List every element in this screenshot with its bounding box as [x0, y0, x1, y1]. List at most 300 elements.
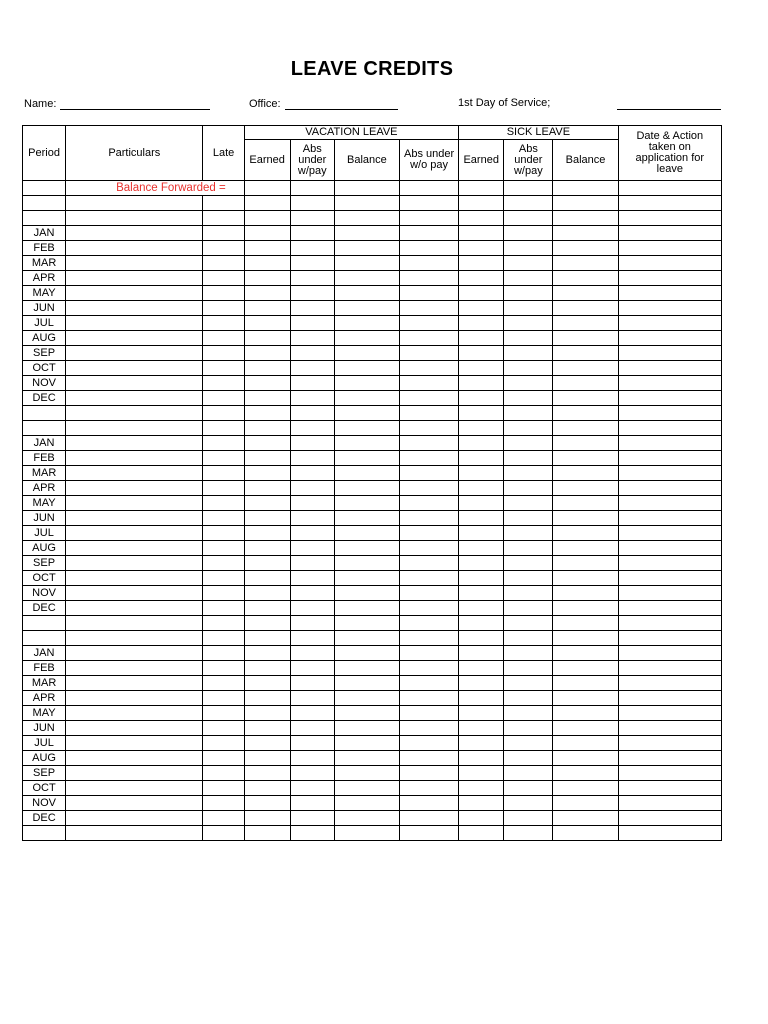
- cell[interactable]: [400, 661, 459, 676]
- cell[interactable]: [203, 751, 244, 766]
- cell[interactable]: [290, 601, 334, 616]
- cell[interactable]: [203, 196, 244, 211]
- cell[interactable]: [334, 661, 399, 676]
- cell[interactable]: [400, 571, 459, 586]
- cell[interactable]: [553, 361, 618, 376]
- cell[interactable]: [334, 391, 399, 406]
- cell[interactable]: [66, 376, 203, 391]
- cell[interactable]: [203, 541, 244, 556]
- period-cell[interactable]: JUN: [23, 511, 66, 526]
- period-cell[interactable]: MAR: [23, 466, 66, 481]
- cell[interactable]: [459, 286, 504, 301]
- cell[interactable]: [66, 571, 203, 586]
- cell[interactable]: [334, 796, 399, 811]
- cell[interactable]: [66, 511, 203, 526]
- cell[interactable]: [66, 631, 203, 646]
- cell[interactable]: [334, 751, 399, 766]
- cell[interactable]: [459, 691, 504, 706]
- cell[interactable]: [459, 541, 504, 556]
- period-cell[interactable]: [23, 196, 66, 211]
- cell[interactable]: [618, 811, 721, 826]
- cell[interactable]: [244, 706, 290, 721]
- office-line[interactable]: [285, 97, 398, 110]
- cell[interactable]: [400, 226, 459, 241]
- cell[interactable]: [334, 781, 399, 796]
- cell[interactable]: [553, 646, 618, 661]
- cell[interactable]: [66, 406, 203, 421]
- cell[interactable]: [459, 511, 504, 526]
- cell[interactable]: [334, 766, 399, 781]
- period-cell[interactable]: MAR: [23, 676, 66, 691]
- cell[interactable]: [66, 766, 203, 781]
- cell[interactable]: [618, 751, 721, 766]
- cell[interactable]: [244, 631, 290, 646]
- cell[interactable]: [244, 301, 290, 316]
- cell[interactable]: [400, 211, 459, 226]
- cell[interactable]: [459, 811, 504, 826]
- cell[interactable]: [504, 211, 553, 226]
- period-cell[interactable]: SEP: [23, 766, 66, 781]
- cell[interactable]: [504, 601, 553, 616]
- cell[interactable]: [504, 706, 553, 721]
- cell[interactable]: [334, 811, 399, 826]
- cell[interactable]: [618, 181, 721, 196]
- cell[interactable]: [459, 661, 504, 676]
- cell[interactable]: [66, 751, 203, 766]
- cell[interactable]: [553, 811, 618, 826]
- cell[interactable]: [553, 661, 618, 676]
- period-cell[interactable]: JAN: [23, 226, 66, 241]
- cell[interactable]: [244, 181, 290, 196]
- cell[interactable]: [618, 196, 721, 211]
- cell[interactable]: [618, 646, 721, 661]
- cell[interactable]: [504, 451, 553, 466]
- cell[interactable]: [334, 436, 399, 451]
- cell[interactable]: [459, 616, 504, 631]
- cell[interactable]: [618, 391, 721, 406]
- cell[interactable]: [334, 241, 399, 256]
- cell[interactable]: [400, 706, 459, 721]
- cell[interactable]: [203, 526, 244, 541]
- cell[interactable]: [504, 721, 553, 736]
- cell[interactable]: [334, 466, 399, 481]
- cell[interactable]: [66, 391, 203, 406]
- cell[interactable]: [459, 496, 504, 511]
- cell[interactable]: [244, 586, 290, 601]
- cell[interactable]: [334, 256, 399, 271]
- cell[interactable]: [290, 421, 334, 436]
- cell[interactable]: [504, 496, 553, 511]
- cell[interactable]: [244, 781, 290, 796]
- cell[interactable]: [504, 391, 553, 406]
- cell[interactable]: [400, 766, 459, 781]
- cell[interactable]: [553, 616, 618, 631]
- cell[interactable]: [203, 376, 244, 391]
- cell[interactable]: [618, 511, 721, 526]
- cell[interactable]: [334, 406, 399, 421]
- cell[interactable]: [244, 421, 290, 436]
- cell[interactable]: [203, 586, 244, 601]
- cell[interactable]: [618, 571, 721, 586]
- cell[interactable]: [334, 556, 399, 571]
- cell[interactable]: [290, 346, 334, 361]
- cell[interactable]: [66, 421, 203, 436]
- cell[interactable]: [400, 781, 459, 796]
- cell[interactable]: [400, 496, 459, 511]
- cell[interactable]: [66, 241, 203, 256]
- cell[interactable]: [66, 211, 203, 226]
- cell[interactable]: [290, 736, 334, 751]
- cell[interactable]: [334, 616, 399, 631]
- cell[interactable]: [334, 286, 399, 301]
- cell[interactable]: [553, 421, 618, 436]
- cell[interactable]: [66, 796, 203, 811]
- cell[interactable]: [553, 466, 618, 481]
- cell[interactable]: [290, 721, 334, 736]
- office-field[interactable]: [249, 97, 398, 110]
- cell[interactable]: [244, 826, 290, 841]
- cell[interactable]: [459, 256, 504, 271]
- cell[interactable]: [459, 421, 504, 436]
- cell[interactable]: [203, 781, 244, 796]
- cell[interactable]: [553, 496, 618, 511]
- cell[interactable]: [244, 676, 290, 691]
- cell[interactable]: [334, 196, 399, 211]
- cell[interactable]: [290, 436, 334, 451]
- cell[interactable]: [400, 451, 459, 466]
- cell[interactable]: [618, 346, 721, 361]
- cell[interactable]: [400, 346, 459, 361]
- cell[interactable]: [334, 361, 399, 376]
- cell[interactable]: [618, 376, 721, 391]
- period-cell[interactable]: SEP: [23, 346, 66, 361]
- cell[interactable]: [553, 331, 618, 346]
- cell[interactable]: [334, 691, 399, 706]
- cell[interactable]: [203, 691, 244, 706]
- cell[interactable]: [459, 331, 504, 346]
- cell[interactable]: [66, 256, 203, 271]
- cell[interactable]: [553, 226, 618, 241]
- cell[interactable]: [504, 301, 553, 316]
- cell[interactable]: [244, 751, 290, 766]
- cell[interactable]: [244, 811, 290, 826]
- cell[interactable]: [203, 436, 244, 451]
- cell[interactable]: [459, 391, 504, 406]
- cell[interactable]: [334, 601, 399, 616]
- cell[interactable]: [553, 451, 618, 466]
- cell[interactable]: [618, 691, 721, 706]
- cell[interactable]: [459, 481, 504, 496]
- cell[interactable]: [203, 481, 244, 496]
- cell[interactable]: [334, 301, 399, 316]
- cell[interactable]: [400, 646, 459, 661]
- cell[interactable]: [334, 451, 399, 466]
- cell[interactable]: [66, 826, 203, 841]
- cell[interactable]: [334, 481, 399, 496]
- cell[interactable]: [290, 211, 334, 226]
- period-cell[interactable]: JUN: [23, 721, 66, 736]
- period-cell[interactable]: NOV: [23, 376, 66, 391]
- cell[interactable]: [618, 526, 721, 541]
- cell[interactable]: [553, 241, 618, 256]
- cell[interactable]: [553, 346, 618, 361]
- cell[interactable]: [504, 331, 553, 346]
- cell[interactable]: [290, 451, 334, 466]
- cell[interactable]: [400, 391, 459, 406]
- cell[interactable]: [553, 676, 618, 691]
- cell[interactable]: [618, 361, 721, 376]
- cell[interactable]: [203, 301, 244, 316]
- cell[interactable]: [459, 241, 504, 256]
- cell[interactable]: [66, 196, 203, 211]
- cell[interactable]: [290, 631, 334, 646]
- cell[interactable]: [459, 646, 504, 661]
- cell[interactable]: [459, 226, 504, 241]
- cell[interactable]: [66, 691, 203, 706]
- cell[interactable]: [553, 271, 618, 286]
- service-line[interactable]: [617, 97, 721, 110]
- cell[interactable]: [334, 586, 399, 601]
- cell[interactable]: [553, 181, 618, 196]
- cell[interactable]: [553, 526, 618, 541]
- cell[interactable]: [400, 751, 459, 766]
- cell[interactable]: [334, 631, 399, 646]
- cell[interactable]: [504, 826, 553, 841]
- period-cell[interactable]: FEB: [23, 241, 66, 256]
- cell[interactable]: [290, 496, 334, 511]
- cell[interactable]: [400, 826, 459, 841]
- period-cell[interactable]: [23, 211, 66, 226]
- period-cell[interactable]: [23, 421, 66, 436]
- cell[interactable]: [618, 601, 721, 616]
- cell[interactable]: [66, 736, 203, 751]
- cell[interactable]: [553, 511, 618, 526]
- cell[interactable]: [504, 616, 553, 631]
- cell[interactable]: [203, 451, 244, 466]
- cell[interactable]: [290, 466, 334, 481]
- period-cell[interactable]: APR: [23, 691, 66, 706]
- cell[interactable]: [334, 331, 399, 346]
- cell[interactable]: [459, 361, 504, 376]
- cell[interactable]: [459, 736, 504, 751]
- cell[interactable]: [400, 796, 459, 811]
- period-cell[interactable]: DEC: [23, 391, 66, 406]
- period-cell[interactable]: JUL: [23, 736, 66, 751]
- cell[interactable]: [290, 616, 334, 631]
- cell[interactable]: [553, 736, 618, 751]
- cell[interactable]: [203, 556, 244, 571]
- period-cell[interactable]: APR: [23, 271, 66, 286]
- cell[interactable]: [618, 331, 721, 346]
- cell[interactable]: [66, 676, 203, 691]
- cell[interactable]: [618, 676, 721, 691]
- cell[interactable]: [553, 196, 618, 211]
- cell[interactable]: [334, 496, 399, 511]
- cell[interactable]: [618, 796, 721, 811]
- cell[interactable]: [459, 601, 504, 616]
- cell[interactable]: [334, 826, 399, 841]
- cell[interactable]: [618, 766, 721, 781]
- cell[interactable]: [334, 676, 399, 691]
- cell[interactable]: [504, 691, 553, 706]
- cell[interactable]: [244, 196, 290, 211]
- cell[interactable]: [400, 721, 459, 736]
- cell[interactable]: [400, 196, 459, 211]
- cell[interactable]: [504, 766, 553, 781]
- cell[interactable]: [290, 526, 334, 541]
- cell[interactable]: [400, 376, 459, 391]
- cell[interactable]: [203, 511, 244, 526]
- cell[interactable]: [400, 271, 459, 286]
- cell[interactable]: [290, 541, 334, 556]
- cell[interactable]: [203, 241, 244, 256]
- period-cell[interactable]: [23, 181, 66, 196]
- cell[interactable]: [618, 421, 721, 436]
- cell[interactable]: [553, 556, 618, 571]
- cell[interactable]: [244, 481, 290, 496]
- period-cell[interactable]: APR: [23, 481, 66, 496]
- cell[interactable]: [400, 601, 459, 616]
- cell[interactable]: [203, 661, 244, 676]
- period-cell[interactable]: [23, 826, 66, 841]
- cell[interactable]: [400, 736, 459, 751]
- cell[interactable]: [290, 676, 334, 691]
- cell[interactable]: [66, 271, 203, 286]
- cell[interactable]: [334, 736, 399, 751]
- cell[interactable]: [244, 661, 290, 676]
- cell[interactable]: [553, 481, 618, 496]
- cell[interactable]: [400, 541, 459, 556]
- cell[interactable]: [290, 706, 334, 721]
- cell[interactable]: [334, 316, 399, 331]
- cell[interactable]: [400, 316, 459, 331]
- cell[interactable]: [244, 286, 290, 301]
- cell[interactable]: [504, 256, 553, 271]
- cell[interactable]: [244, 361, 290, 376]
- cell[interactable]: [66, 811, 203, 826]
- cell[interactable]: [504, 316, 553, 331]
- cell[interactable]: [459, 796, 504, 811]
- period-cell[interactable]: SEP: [23, 556, 66, 571]
- cell[interactable]: [459, 346, 504, 361]
- cell[interactable]: [290, 196, 334, 211]
- cell[interactable]: [66, 226, 203, 241]
- cell[interactable]: [459, 376, 504, 391]
- period-cell[interactable]: DEC: [23, 601, 66, 616]
- cell[interactable]: [334, 706, 399, 721]
- cell[interactable]: [203, 466, 244, 481]
- cell[interactable]: [400, 301, 459, 316]
- cell[interactable]: [290, 286, 334, 301]
- cell[interactable]: [244, 526, 290, 541]
- cell[interactable]: [244, 646, 290, 661]
- cell[interactable]: [504, 271, 553, 286]
- cell[interactable]: [244, 241, 290, 256]
- cell[interactable]: [203, 421, 244, 436]
- cell[interactable]: [66, 721, 203, 736]
- cell[interactable]: [334, 526, 399, 541]
- cell[interactable]: [290, 181, 334, 196]
- cell[interactable]: [504, 286, 553, 301]
- period-cell[interactable]: JUL: [23, 316, 66, 331]
- cell[interactable]: [244, 766, 290, 781]
- cell[interactable]: [618, 481, 721, 496]
- cell[interactable]: [459, 316, 504, 331]
- cell[interactable]: [66, 436, 203, 451]
- cell[interactable]: [244, 556, 290, 571]
- cell[interactable]: [203, 631, 244, 646]
- cell[interactable]: [400, 421, 459, 436]
- cell[interactable]: [553, 706, 618, 721]
- cell[interactable]: [290, 361, 334, 376]
- cell[interactable]: [400, 331, 459, 346]
- cell[interactable]: [290, 271, 334, 286]
- cell[interactable]: [203, 316, 244, 331]
- cell[interactable]: [400, 511, 459, 526]
- cell[interactable]: [203, 256, 244, 271]
- cell[interactable]: [553, 751, 618, 766]
- cell[interactable]: [203, 766, 244, 781]
- cell[interactable]: [290, 511, 334, 526]
- cell[interactable]: [618, 301, 721, 316]
- cell[interactable]: [203, 676, 244, 691]
- cell[interactable]: [66, 616, 203, 631]
- cell[interactable]: [244, 616, 290, 631]
- period-cell[interactable]: MAR: [23, 256, 66, 271]
- cell[interactable]: [553, 436, 618, 451]
- period-cell[interactable]: OCT: [23, 781, 66, 796]
- cell[interactable]: [290, 781, 334, 796]
- cell[interactable]: [618, 826, 721, 841]
- cell[interactable]: [244, 271, 290, 286]
- cell[interactable]: [504, 226, 553, 241]
- cell[interactable]: [203, 601, 244, 616]
- cell[interactable]: [400, 436, 459, 451]
- cell[interactable]: [66, 646, 203, 661]
- cell[interactable]: [459, 676, 504, 691]
- cell[interactable]: [334, 721, 399, 736]
- cell[interactable]: [553, 796, 618, 811]
- cell[interactable]: [553, 541, 618, 556]
- cell[interactable]: [459, 751, 504, 766]
- cell[interactable]: [203, 706, 244, 721]
- cell[interactable]: [459, 436, 504, 451]
- cell[interactable]: [66, 316, 203, 331]
- cell[interactable]: [290, 811, 334, 826]
- cell[interactable]: [504, 631, 553, 646]
- period-cell[interactable]: JUN: [23, 301, 66, 316]
- cell[interactable]: [203, 286, 244, 301]
- cell[interactable]: [504, 241, 553, 256]
- cell[interactable]: [400, 181, 459, 196]
- cell[interactable]: [334, 571, 399, 586]
- cell[interactable]: [400, 256, 459, 271]
- cell[interactable]: [290, 481, 334, 496]
- cell[interactable]: [459, 526, 504, 541]
- cell[interactable]: [504, 541, 553, 556]
- cell[interactable]: [618, 586, 721, 601]
- cell[interactable]: [244, 466, 290, 481]
- cell[interactable]: [504, 736, 553, 751]
- cell[interactable]: [334, 646, 399, 661]
- cell[interactable]: [203, 571, 244, 586]
- period-cell[interactable]: JAN: [23, 646, 66, 661]
- cell[interactable]: [553, 766, 618, 781]
- cell[interactable]: [553, 631, 618, 646]
- cell[interactable]: [618, 406, 721, 421]
- cell[interactable]: [553, 721, 618, 736]
- cell[interactable]: [66, 361, 203, 376]
